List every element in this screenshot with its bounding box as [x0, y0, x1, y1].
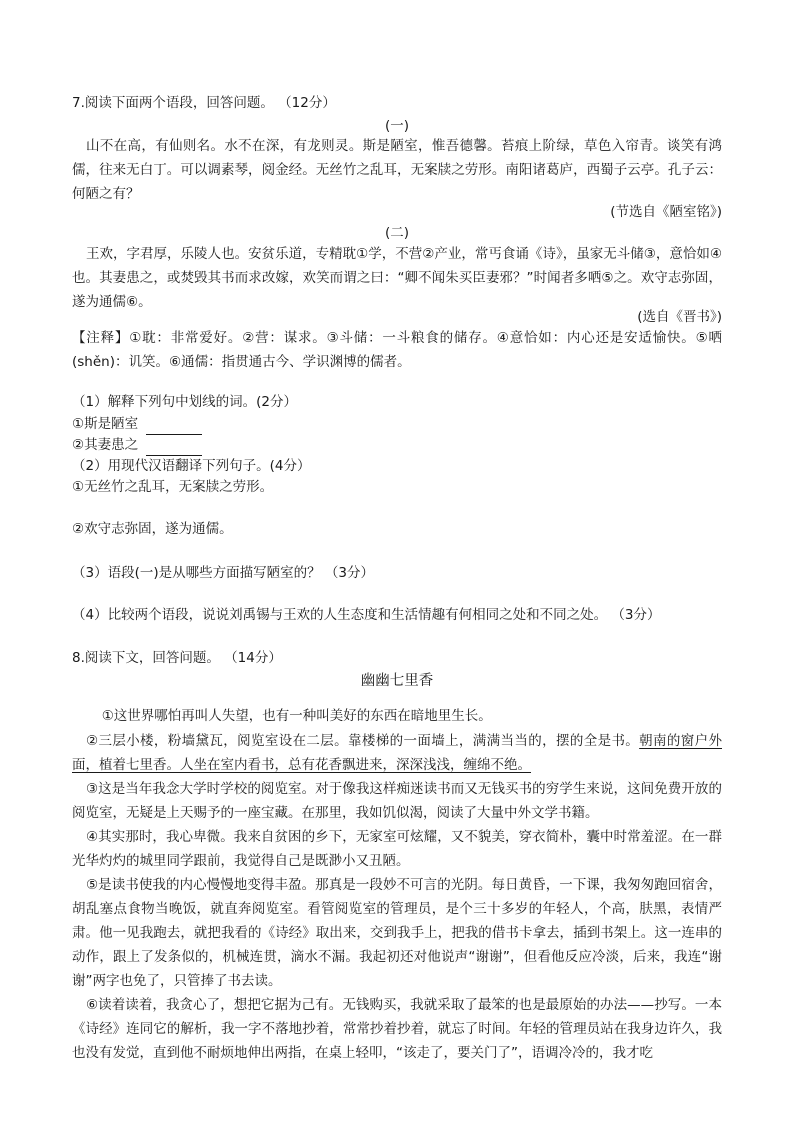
q8-paragraph-4: ④其实那时，我心卑微。我来自贫困的乡下，无家室可炫耀，又不貌美，穿衣简朴，囊中时常羞涩。在一群光华灼灼的城里同学跟前，我觉得自己是既渺小又丑陋。 [72, 829, 722, 869]
answer-blank[interactable] [146, 420, 202, 435]
q7-sub1-b [72, 434, 202, 456]
q7-sub1-a [72, 413, 202, 435]
q7-section2-mark: (二) [384, 225, 410, 241]
q7-sub3: （3）语段(一)是从哪些方面描写陋室的？ （3分） [72, 565, 375, 581]
q7-section1-mark: (一) [384, 118, 410, 134]
q7-section2-text: 王欢，字君厚，乐陵人也。安贫乐道，专精耽①学，不营②产业，常丐食诵《诗》，虽家无斗储③，意恰如④也。其妻患之，或焚毁其书而求改嫁，欢笑而谓之曰：“卿不闻朱买臣妻邪？”时闻者多哂⑤之。欢守志弥固，遂为通儒⑥。 [72, 246, 722, 310]
q7-sub4: （4）比较两个语段，说说刘禹锡与王欢的人生态度和生活情趣有何相同之处和不同之处。 （3分） [72, 607, 661, 623]
q8-paragraph-5: ⑤是读书使我的内心慢慢地变得丰盈。那真是一段妙不可言的光阴。每日黄昏，一下课，我匆匆跑回宿舍，胡乱塞点食物当晚饭，就直奔阅览室。看管阅览室的管理员，是个三十多岁的年轻人，个高，肤黑，表情严肃。他一见我跑去，就把我看的《诗经》取出来，交到我手上，把我的借书卡拿去，插到书架上。这一连串的动作，跟上了发条似的，机械连贯，滴水不漏。我起初还对他说声“谢谢”，但看他反应冷淡，后来，我连“谢谢”两字也免了，只管捧了书去读。 [72, 877, 722, 989]
q7-section1-text: 山不在高，有仙则名。水不在深，有龙则灵。斯是陋室，惟吾德馨。苔痕上阶绿，草色入帘青。谈笑有鸿儒，往来无白丁。可以调素琴，阅金经。无丝竹之乱耳，无案牍之劳形。南阳诸葛庐，西蜀子云亭。孔子云：何陋之有？ [72, 138, 722, 202]
q8-paragraph-3: ③这是当年我念大学时学校的阅览室。对于像我这样痴迷读书而又无钱买书的穷学生来说，这间免费开放的阅览室，无疑是上天赐予的一座宝藏。在那里，我如饥似渴，阅读了大量中外文学书籍。 [72, 781, 722, 821]
q8-header: 8.阅读下文，回答问题。 （14分） [72, 650, 282, 666]
q7-sub2: （2）用现代汉语翻译下列句子。(4分） [72, 458, 311, 474]
q7-notes: 【注释】①耽：非常爱好。②营：谋求。③斗储：一斗粮食的储存。④意恰如：内心还是安适愉快。⑤哂(shěn)：讥笑。⑥通儒：指贯通古今、学识渊博的儒者。 [72, 330, 722, 370]
q8-paragraph-2-text: ②三层小楼，粉墙黛瓦，阅览室设在二层。靠楼梯的一面墙上，满满当当的，摆的全是书。 [86, 733, 640, 749]
q8-paragraph-2 [72, 729, 722, 777]
q7-sub1-a-text: ①斯是陋室 [72, 416, 139, 432]
q7-sub2-b: ②欢守志弥固，遂为通儒。 [72, 521, 233, 537]
q7-section1-source: (节选自《陋室铭》) [610, 204, 722, 220]
q8-paragraph-2-underlined: 朝南的窗户外面，植着七里香。人坐在室内看书，总有花香飘进来，深深浅浅，缠绵不绝。 [72, 733, 722, 773]
q7-section2-source: (选自《晋书》) [637, 309, 722, 325]
q7-sub2-a: ①无丝竹之乱耳，无案牍之劳形。 [72, 479, 274, 495]
q8-paragraph-6: ⑥读着读着，我贪心了，想把它据为己有。无钱购买，我就采取了最笨的也是最原始的办法——抄写。一本《诗经》连同它的解析，我一字不落地抄着，常常抄着抄着，就忘了时间。年轻的管理员站在我身边许久，我也没有发觉，直到他不耐烦地伸出两指，在桌上轻叩，“该走了，要关门了”，语调冷冷的，我才吃 [72, 997, 722, 1061]
q7-header: 7.阅读下面两个语段，回答问题。 （12分） [72, 95, 336, 111]
q7-sub1: （1）解释下列句中划线的词。(2分） [72, 394, 297, 410]
q7-sub1-b-text: ②其妻患之 [72, 437, 139, 453]
q8-paragraph-1: ①这世界哪怕再叫人失望，也有一种叫美好的东西在暗地里生长。 [101, 708, 492, 724]
answer-blank[interactable] [146, 441, 202, 456]
q8-article-title: 幽幽七里香 [360, 673, 434, 689]
